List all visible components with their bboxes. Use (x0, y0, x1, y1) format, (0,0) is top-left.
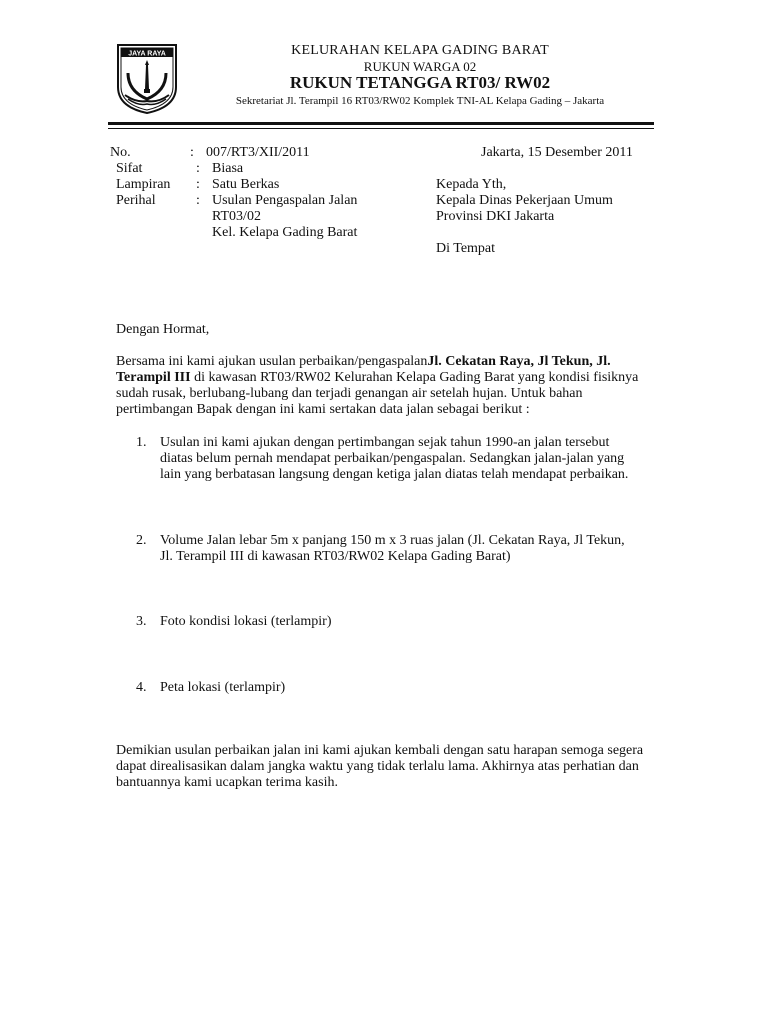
list-item-text: Foto kondisi lokasi (terlampir) (160, 614, 332, 629)
list-item (136, 533, 636, 565)
list-item-text: Volume Jalan lebar 5m x panjang 150 m x 3 ruas jalan (Jl. Cekatan Raya, Jl Tekun, Jl. Terampil III di kawasan RT03/RW02 Kelapa Gading Barat) (160, 533, 625, 564)
greeting: Dengan Hormat, (116, 322, 210, 337)
list-item (136, 614, 636, 630)
logo-text: JAYA RAYA (128, 50, 166, 58)
recipient-salutation: Kepada Yth, (436, 177, 507, 192)
lampiran-label: Lampiran (116, 177, 171, 192)
perihal-value-line1: Usulan Pengaspalan Jalan (212, 193, 358, 208)
list-item-number: 3. (136, 614, 147, 629)
no-label: No. (110, 145, 131, 160)
intro-end: di kawasan RT03/RW02 Kelurahan Kelapa Gading Barat yang kondisi fisiknya sudah rusak, berlubang-lubang dan terjadi genangan air setelah hujan. Untuk bahan pertimbangan Bapak dengan ini kami sertakan data jalan sebagai berikut : (116, 370, 639, 417)
perihal-colon: : (196, 193, 200, 208)
recipient-province: Provinsi DKI Jakarta (436, 209, 555, 224)
lampiran-value: Satu Berkas (212, 177, 280, 192)
no-value: 007/RT3/XII/2011 (206, 145, 310, 160)
recipient-office: Kepala Dinas Pekerjaan Umum (436, 193, 613, 208)
letter-date: Jakarta, 15 Desember 2011 (481, 145, 633, 160)
letterhead-rule-thick (108, 122, 654, 125)
recipient-place: Di Tempat (436, 241, 496, 256)
list-item (136, 435, 636, 483)
letterhead-rule-thin (108, 128, 654, 129)
list-item-text: Usulan ini kami ajukan dengan pertimbangan sejak tahun 1990-an jalan tersebut diatas belum pernah mendapat perbaikan/pengaspalan. Sedangkan jalan-jalan yang lain yang berbatasan langsung dengan ketiga jalan diatas telah mendapat perbaikan. (160, 435, 629, 482)
list-item-number: 1. (136, 435, 147, 450)
letterhead-rw: RUKUN WARGA 02 (363, 59, 477, 74)
perihal-value-line2: RT03/02 (212, 209, 261, 224)
intro-paragraph (116, 354, 646, 418)
list-item-number: 4. (136, 680, 147, 695)
intro-streets: Jl. Cekatan Raya, Jl Tekun, Jl. Terampil III (116, 354, 611, 385)
sifat-colon: : (196, 161, 200, 176)
letterhead-kelurahan: KELURAHAN KELAPA GADING BARAT (291, 43, 549, 58)
perihal-label: Perihal (116, 193, 156, 208)
sifat-value: Biasa (212, 161, 244, 176)
lampiran-colon: : (196, 177, 200, 192)
no-colon: : (190, 145, 194, 160)
list-item-number: 2. (136, 533, 147, 548)
list-item (136, 680, 636, 696)
intro-start: Bersama ini kami ajukan usulan perbaikan/pengaspalan (116, 354, 428, 369)
list-item-text: Peta lokasi (terlampir) (160, 680, 286, 695)
letterhead-rt: RUKUN TETANGGA RT03/ RW02 (289, 73, 551, 92)
sifat-label: Sifat (116, 161, 143, 176)
perihal-value-line3: Kel. Kelapa Gading Barat (212, 225, 358, 240)
closing-paragraph: Demikian usulan perbaikan jalan ini kami ajukan kembali dengan satu harapan semoga segera dapat direalisasikan dalam jangka waktu yang tidak terlalu lama. Akhirnya atas perhatian dan bantuannya kami ucapkan terima kasih. (116, 743, 644, 790)
letterhead-address: Sekretariat Jl. Terampil 16 RT03/RW02 Komplek TNI-AL Kelapa Gading – Jakarta (235, 95, 605, 107)
jakarta-crest-icon (116, 43, 178, 115)
